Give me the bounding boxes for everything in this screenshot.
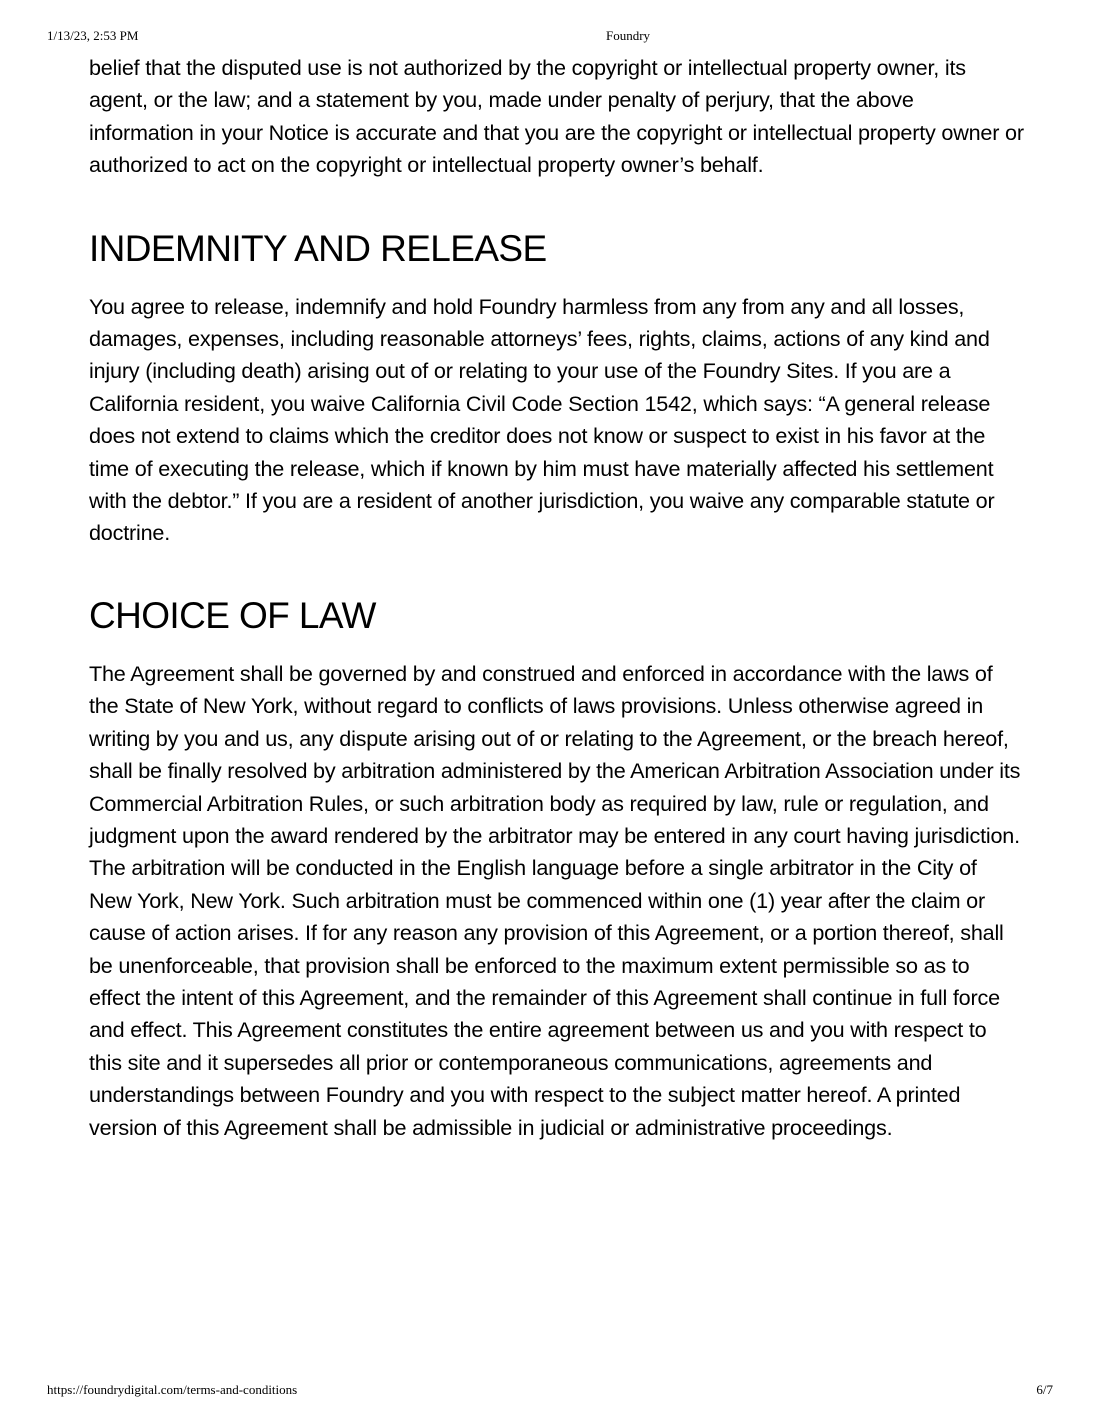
print-datetime: 1/13/23, 2:53 PM xyxy=(47,28,139,43)
section-body-indemnity: You agree to release, indemnify and hold Foundry harmless from any from any and all losses, damages, expenses, including reasonable attorneys’ fees, rights, claims, actions of any kind and injury (including death) arising out of or relating to your use of the Foundry Sites. If you are a California resident, you waive California Civil Code Section 1542, which says: “A general release does not extend to claims which the creditor does not know or suspect to exist in his favor at the time of executing the release, which if known by him must have materially affected his settlement with the debtor.” If you are a resident of another jurisdiction, you waive any comparable statute or doctrine. xyxy=(89,293,995,546)
intro-paragraph: belief that the disputed use is not authorized by the copyright or intellectual property owner, its agent, or the law; and a statement by you, made under penalty of perjury, that the above information in your Notice is accurate and that you are the copyright or intellectual property owner or authorized to act on the copyright or intellectual property owner’s behalf. xyxy=(89,55,1024,178)
page-number: 6/7 xyxy=(1036,1382,1053,1397)
section-heading-choice-of-law: CHOICE OF LAW xyxy=(89,594,376,636)
print-page-title: Foundry xyxy=(605,28,651,43)
section-body-choice-of-law: The Agreement shall be governed by and construed and enforced in accordance with the laws of the State of New York, without regard to conflicts of laws provisions. Unless otherwise agreed in writing by you and us, any dispute arising out of or relating to the Agreement, or the breach hereof, shall be finally resolved by arbitration administered by the American Arbitration Association under its Commercial Arbitration Rules, or such arbitration body as required by law, rule or regulation, and judgment upon the award rendered by the arbitrator may be entered in any court having jurisdiction. The arbitration will be conducted in the English language before a single arbitrator in the City of New York, New York. Such arbitration must be commenced within one (1) year after the claim or cause of action arises. If for any reason any provision of this Agreement, or a portion thereof, shall be unenforceable, that provision shall be enforced to the maximum extent permissible so as to effect the intent of this Agreement, and the remainder of this Agreement shall continue in full force and effect. This Agreement constitutes the entire agreement between us and you with respect to this site and it supersedes all prior or contemporaneous communications, agreements and understandings between Foundry and you with respect to the subject matter hereof. A printed version of this Agreement shall be admissible in judicial or administrative proceedings. xyxy=(89,660,1021,1140)
print-footer xyxy=(0,1381,1100,1399)
section-heading-indemnity: INDEMNITY AND RELEASE xyxy=(89,227,547,269)
page-url: https://foundrydigital.com/terms-and-conditions xyxy=(47,1382,298,1397)
document-content xyxy=(89,52,1024,1144)
print-header xyxy=(0,27,1100,45)
